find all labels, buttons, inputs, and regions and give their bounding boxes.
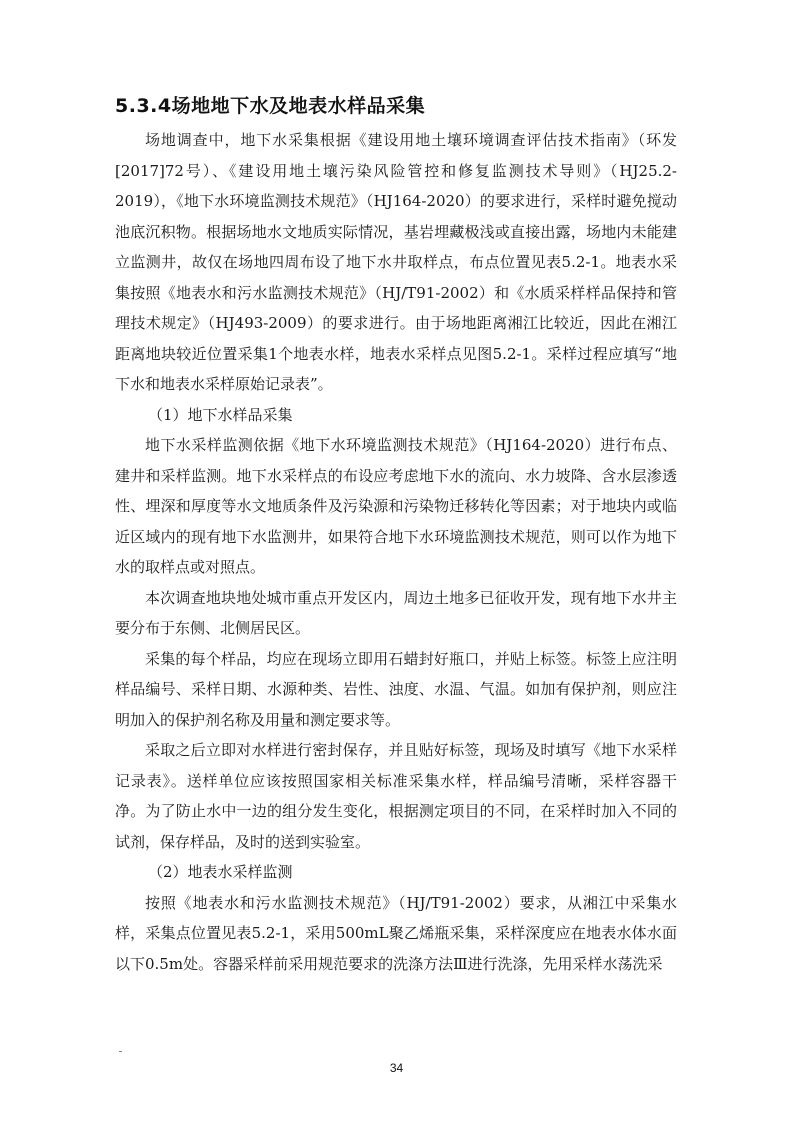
page-number: 34 — [389, 1061, 404, 1075]
footer-mark — [119, 1051, 122, 1052]
paragraph-monitoring-basis: 地下水采样监测依据《地下水环境监测技术规范》（HJ164-2020）进行布点、建井和采样监测。地下水采样点的布设应考虑地下水的流向、水力坡降、含水层渗透性、埋深和厚度等水文地质条件及污染源和污染物迁移转化等因素；对于地块内或临近区域内的现有地下水监测井，如果符合地下水环境监测技术规范，则可以作为地下水的取样点或对照点。 — [115, 436, 677, 576]
paragraph-surface-water-method: 按照《地表水和污水监测技术规范》（HJ/T91-2002）要求，从湘江中采集水样，采集点位置见表5.2-1，采用500mL聚乙烯瓶采集，采样深度应在地表水体水面以下0.5m处。容器采样前采用规范要求的洗涤方法Ⅲ进行洗涤，先用采样水荡洗采 — [115, 893, 677, 973]
subheading-groundwater-sampling: （1）地下水样品采集 — [148, 405, 293, 424]
subheading-surface-water-sampling: （2）地表水采样监测 — [148, 863, 293, 881]
paragraph-sample-preservation: 采取之后立即对水样进行密封保存，并且贴好标签，现场及时填写《地下水采样记录表》。送样单位应该按照国家相关标准采集水样，样品编号清晰，采样容器干净。为了防止水中一边的组分发生变化，根据测定项目的不同，在采样时加入不同的试剂，保存样品，及时的送到实验室。 — [115, 741, 677, 851]
paragraph-site-location: 本次调查地块地处城市重点开发区内，周边土地多已征收开发，现有地下水井主要分布于东侧、北侧居民区。 — [115, 588, 677, 637]
paragraph-groundwater-overview: 场地调查中，地下水采集根据《建设用地土壤环境调查评估技术指南》（环发[2017]72号）、《建设用地土壤污染风险管控和修复监测技术导则》（HJ25.2-2019），《地下水环境监测技术规范》（HJ164-2020）的要求进行，采样时避免搅动池底沉积物。根据场地水文地质实际情况，基岩埋藏极浅或直接出露，场地内未能建立监测井，故仅在场地四周布设了地下水井取样点，布点位置见表5.2-1。地表水采集按照《地表水和污水监测技术规范》（HJ/T91-2002）和《水质采样样品保持和管理技术规定》（HJ493-2009）的要求进行。由于场地距离湘江比较近，因此在湘江距离地块较近位置采集1个地表水样，地表水采样点见图5.2-1。采样过程应填写“地下水和地表水采样原始记录表”。 — [115, 131, 677, 393]
section-heading: 5.3.4场地地下水及地表水样品采集 — [115, 95, 426, 117]
paragraph-sample-labeling: 采集的每个样品，均应在现场立即用石蜡封好瓶口，并贴上标签。标签上应注明样品编号、采样日期、水源种类、岩性、浊度、水温、气温。如加有保护剂，则应注明加入的保护剂名称及用量和测定要求等。 — [115, 649, 677, 729]
body-text — [115, 125, 677, 979]
